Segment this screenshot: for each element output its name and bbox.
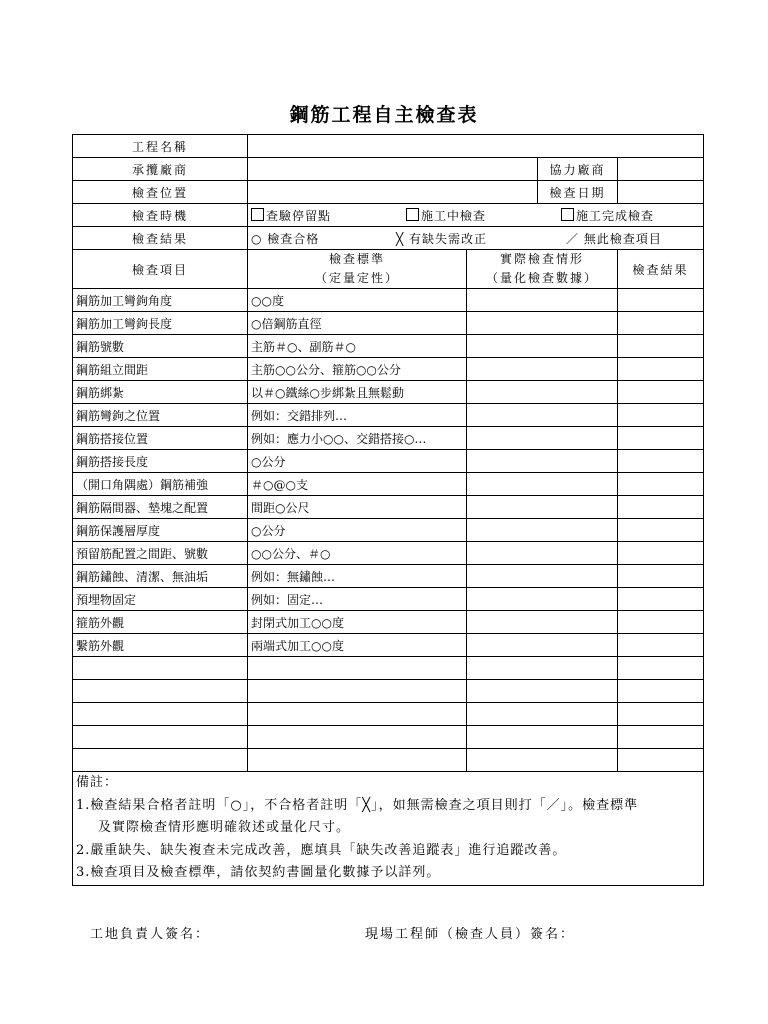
table-row — [73, 657, 704, 680]
note-2: 2.嚴重缺失、缺失複查未完成改善，應填具「缺失改善追蹤表」進行追蹤改善。 — [76, 842, 567, 858]
item-result-cell[interactable] — [618, 358, 704, 381]
location-field[interactable] — [248, 181, 538, 204]
notes-cell — [73, 772, 704, 886]
project-name-row — [73, 135, 704, 158]
note-3: 3.檢查項目及檢查標準，請依契約書圖量化數據予以詳列。 — [76, 865, 441, 880]
item-result-cell[interactable] — [618, 726, 704, 749]
result-label: 檢查結果 — [73, 227, 248, 250]
item-standard-cell: 兩端式加工○○度 — [248, 634, 467, 657]
item-name-cell: 鋼筋加工彎鉤角度 — [73, 289, 248, 312]
item-actual-cell[interactable] — [467, 404, 618, 427]
item-name-cell: 鋼筋號數 — [73, 335, 248, 358]
table-row — [73, 450, 704, 473]
item-name-cell — [73, 726, 248, 749]
item-result-cell[interactable] — [618, 611, 704, 634]
item-name-cell — [73, 703, 248, 726]
item-result-cell[interactable] — [618, 588, 704, 611]
timing-row — [73, 204, 704, 227]
item-actual-cell[interactable] — [467, 634, 618, 657]
contractor-field[interactable] — [248, 158, 538, 181]
table-row — [73, 588, 704, 611]
legend-fail: ╳ 有缺失需改正 — [396, 231, 488, 246]
item-standard-cell — [248, 657, 467, 680]
notes-row — [73, 772, 704, 886]
timing-options — [248, 204, 704, 227]
location-label: 檢查位置 — [73, 181, 248, 204]
site-manager-signature-label: 工地負責人簽名： — [90, 927, 211, 942]
item-name-cell: 繫筋外觀 — [73, 634, 248, 657]
item-name-cell: 鋼筋彎鉤之位置 — [73, 404, 248, 427]
table-row — [73, 611, 704, 634]
item-result-cell[interactable] — [618, 473, 704, 496]
item-name-cell — [73, 680, 248, 703]
item-name-cell: 鋼筋加工彎鉤長度 — [73, 312, 248, 335]
item-name-cell: 鋼筋隔間器、墊塊之配置 — [73, 496, 248, 519]
item-standard-cell: 主筋＃○、副筋＃○ — [248, 335, 467, 358]
item-actual-cell[interactable] — [467, 749, 618, 772]
item-result-cell[interactable] — [618, 634, 704, 657]
item-result-cell[interactable] — [618, 542, 704, 565]
contractor-label: 承攬廠商 — [73, 158, 248, 181]
item-name-cell: 預埋物固定 — [73, 588, 248, 611]
table-row — [73, 312, 704, 335]
item-result-cell[interactable] — [618, 427, 704, 450]
item-standard-cell — [248, 749, 467, 772]
item-result-cell[interactable] — [618, 749, 704, 772]
item-actual-cell[interactable] — [467, 542, 618, 565]
checkbox-icon[interactable] — [406, 208, 419, 221]
item-standard-cell: 例如：應力小○○、交錯搭接○… — [248, 427, 467, 450]
notes-heading: 備註： — [76, 775, 119, 790]
item-result-cell[interactable] — [618, 565, 704, 588]
item-actual-cell[interactable] — [467, 565, 618, 588]
item-standard-cell — [248, 703, 467, 726]
item-standard-cell: 主筋○○公分、箍筋○○公分 — [248, 358, 467, 381]
col-standard-header: 檢查標準 （定量定性） — [248, 250, 467, 289]
table-row — [73, 496, 704, 519]
item-name-cell: 鋼筋搭接位置 — [73, 427, 248, 450]
item-result-cell[interactable] — [618, 450, 704, 473]
item-name-cell: 鋼筋組立間距 — [73, 358, 248, 381]
item-result-cell[interactable] — [618, 657, 704, 680]
item-standard-cell — [248, 680, 467, 703]
table-row — [73, 634, 704, 657]
subcontractor-label: 協力廠商 — [538, 158, 618, 181]
date-label: 檢查日期 — [538, 181, 618, 204]
item-standard-cell: 例如：交錯排列… — [248, 404, 467, 427]
table-row — [73, 381, 704, 404]
item-standard-cell: ＃○@○支 — [248, 473, 467, 496]
table-row — [73, 358, 704, 381]
item-standard-cell: 間距○公尺 — [248, 496, 467, 519]
item-name-cell — [73, 657, 248, 680]
item-name-cell: 鋼筋鏽蝕、清潔、無油垢 — [73, 565, 248, 588]
item-standard-cell: ○公分 — [248, 519, 467, 542]
legend-not-applicable: ／ 無此檢查項目 — [566, 231, 662, 246]
inspection-form-table — [72, 134, 704, 886]
item-standard-cell: ○○公分、＃○ — [248, 542, 467, 565]
item-standard-cell: 例如：無鏽蝕… — [248, 565, 467, 588]
item-name-cell: 鋼筋綁紮 — [73, 381, 248, 404]
table-row — [73, 519, 704, 542]
table-row — [73, 289, 704, 312]
project-name-label: 工程名稱 — [73, 135, 248, 158]
item-name-cell: 箍筋外觀 — [73, 611, 248, 634]
col-actual-header: 實際檢查情形 （量化檢查數據） — [467, 250, 618, 289]
item-standard-cell: 封閉式加工○○度 — [248, 611, 467, 634]
item-actual-cell[interactable] — [467, 312, 618, 335]
item-result-cell[interactable] — [618, 381, 704, 404]
project-name-field[interactable] — [248, 135, 704, 158]
item-standard-cell: 例如：固定… — [248, 588, 467, 611]
engineer-signature-label: 現場工程師（檢查人員）簽名： — [365, 927, 576, 942]
item-result-cell[interactable] — [618, 335, 704, 358]
item-name-cell: 鋼筋搭接長度 — [73, 450, 248, 473]
item-result-cell[interactable] — [618, 496, 704, 519]
item-actual-cell[interactable] — [467, 519, 618, 542]
item-result-cell[interactable] — [618, 519, 704, 542]
item-actual-cell[interactable] — [467, 703, 618, 726]
location-row — [73, 181, 704, 204]
table-row — [73, 703, 704, 726]
item-result-cell[interactable] — [618, 289, 704, 312]
timing-option-hold-point[interactable]: 查驗停留點 — [251, 207, 406, 224]
col-item-header: 檢查項目 — [73, 250, 248, 289]
checkbox-icon[interactable] — [561, 208, 574, 221]
result-legend-row — [73, 227, 704, 250]
result-legend — [248, 227, 704, 250]
item-actual-cell[interactable] — [467, 680, 618, 703]
item-actual-cell[interactable] — [467, 726, 618, 749]
item-standard-cell: ○公分 — [248, 450, 467, 473]
item-result-cell[interactable] — [618, 680, 704, 703]
inspection-items — [73, 289, 704, 772]
item-actual-cell[interactable] — [467, 473, 618, 496]
item-actual-cell[interactable] — [467, 611, 618, 634]
timing-label: 檢查時機 — [73, 204, 248, 227]
item-actual-cell[interactable] — [467, 335, 618, 358]
item-standard-cell: ○倍鋼筋直徑 — [248, 312, 467, 335]
table-row — [73, 565, 704, 588]
date-field[interactable] — [618, 181, 704, 204]
item-standard-cell — [248, 726, 467, 749]
table-row — [73, 335, 704, 358]
table-row — [73, 680, 704, 703]
table-row — [73, 542, 704, 565]
table-row — [73, 726, 704, 749]
timing-option-complete[interactable]: 施工完成檢查 — [561, 207, 654, 224]
subcontractor-field[interactable] — [618, 158, 704, 181]
item-name-cell: 預留筋配置之間距、號數 — [73, 542, 248, 565]
item-name-cell: 鋼筋保護層厚度 — [73, 519, 248, 542]
table-row — [73, 473, 704, 496]
item-result-cell[interactable] — [618, 703, 704, 726]
item-actual-cell[interactable] — [467, 381, 618, 404]
note-1-continued: 及實際檢查情形應明確敘述或量化尺寸。 — [98, 820, 351, 835]
item-actual-cell[interactable] — [467, 289, 618, 312]
item-actual-cell[interactable] — [467, 358, 618, 381]
table-row — [73, 404, 704, 427]
item-name-cell — [73, 749, 248, 772]
item-standard-cell: 以＃○鐵絲○步綁紮且無鬆動 — [248, 381, 467, 404]
timing-option-during[interactable]: 施工中檢查 — [406, 207, 561, 224]
item-actual-cell[interactable] — [467, 588, 618, 611]
checkbox-icon[interactable] — [251, 208, 264, 221]
item-actual-cell[interactable] — [467, 450, 618, 473]
legend-pass: ○ 檢查合格 — [251, 231, 320, 246]
item-actual-cell[interactable] — [467, 427, 618, 450]
table-row — [73, 749, 704, 772]
table-row — [73, 427, 704, 450]
item-standard-cell: ○○度 — [248, 289, 467, 312]
item-actual-cell[interactable] — [467, 657, 618, 680]
item-result-cell[interactable] — [618, 404, 704, 427]
col-result-header: 檢查結果 — [618, 250, 704, 289]
note-1: 1.檢查結果合格者註明「○」，不合格者註明「╳」，如無需檢查之項目則打「／」。檢查標準 — [76, 797, 639, 813]
item-name-cell: （開口角隅處）鋼筋補強 — [73, 473, 248, 496]
form-title: 鋼筋工程自主檢查表 — [289, 104, 479, 126]
column-header-row — [73, 250, 704, 289]
contractor-row — [73, 158, 704, 181]
item-actual-cell[interactable] — [467, 496, 618, 519]
item-result-cell[interactable] — [618, 312, 704, 335]
